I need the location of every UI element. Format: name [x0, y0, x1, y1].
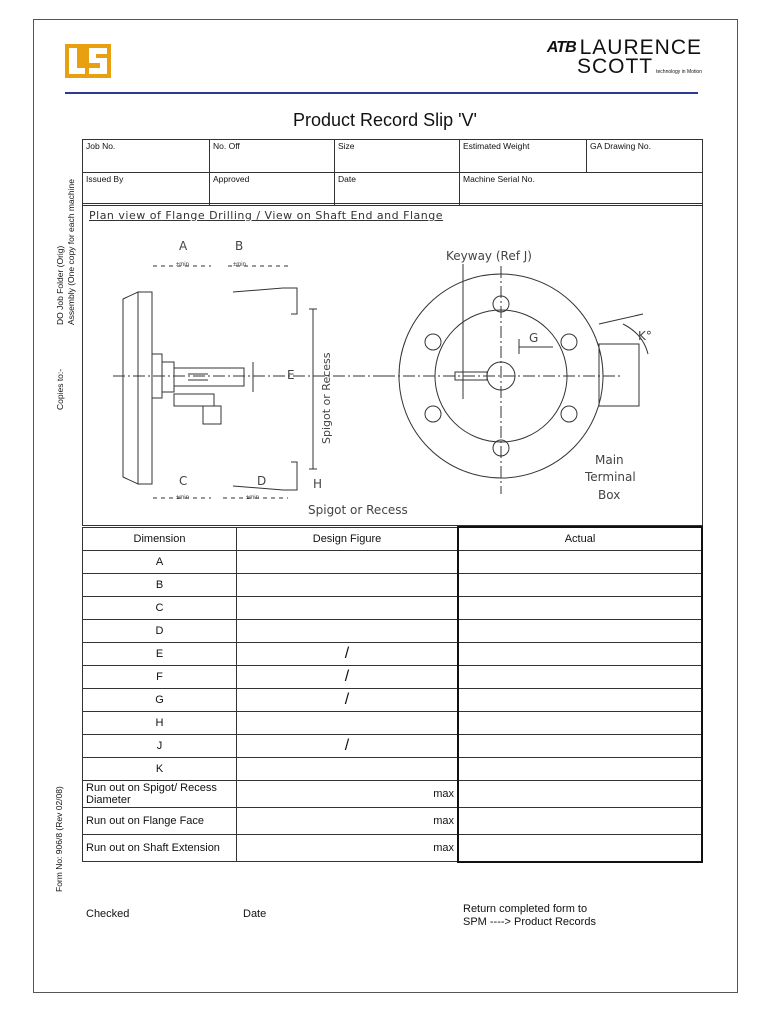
estimated-weight-field[interactable]: Estimated Weight	[460, 140, 587, 173]
runout-design-cell[interactable]: max	[237, 808, 459, 835]
label-d: D	[257, 474, 267, 488]
brand-name-line1: LAURENCE	[579, 36, 702, 59]
main-terminal-line1: Main	[595, 453, 624, 467]
label-e: E	[287, 368, 295, 382]
atb-logo: ATB	[546, 39, 576, 56]
dim-label: A	[83, 551, 237, 574]
design-figure-cell[interactable]	[237, 620, 459, 643]
label-a: A	[179, 239, 188, 253]
label-k: K°	[638, 329, 652, 343]
date-field[interactable]: Date	[335, 173, 460, 206]
no-off-field[interactable]: No. Off	[210, 140, 335, 173]
runout-design-cell[interactable]: max	[237, 781, 459, 808]
dim-label: K	[83, 758, 237, 781]
date-label: Date	[243, 908, 267, 920]
runout-label: Run out on Shaft Extension	[83, 835, 237, 862]
brand-tagline: technology in Motion	[656, 69, 702, 75]
drawing-title: Plan view of Flange Drilling / View on Shaft End and Flange	[89, 209, 443, 222]
actual-cell[interactable]	[458, 574, 702, 597]
label-b-sub: ±min	[233, 262, 246, 268]
brand-name-line2: SCOTT	[576, 55, 654, 78]
actual-cell[interactable]	[458, 712, 702, 735]
actual-cell[interactable]	[458, 689, 702, 712]
size-field[interactable]: Size	[335, 140, 460, 173]
actual-cell[interactable]	[458, 620, 702, 643]
dim-label: G	[83, 689, 237, 712]
ls-logo	[65, 44, 111, 78]
copies-to-label: Copies to:-	[55, 368, 65, 410]
label-h: H	[313, 477, 323, 491]
runout-label: Run out on Flange Face	[83, 808, 237, 835]
design-figure-cell[interactable]: /	[237, 735, 459, 758]
design-figure-cell[interactable]: /	[237, 689, 459, 712]
runout-label: Run out on Spigot/ Recess Diameter	[83, 781, 237, 808]
dim-label: B	[83, 574, 237, 597]
actual-cell[interactable]	[458, 758, 702, 781]
brand-block	[547, 38, 702, 77]
side-view	[113, 266, 383, 498]
actual-cell[interactable]	[458, 781, 702, 808]
design-figure-cell[interactable]	[237, 712, 459, 735]
col-actual: Actual	[458, 527, 702, 551]
actual-cell[interactable]	[458, 808, 702, 835]
main-terminal-line3: Box	[598, 488, 621, 502]
label-c: C	[179, 474, 188, 488]
col-design-figure: Design Figure	[237, 527, 459, 551]
copies-line2: Assembly (One copy for each machine	[66, 179, 76, 325]
design-figure-cell[interactable]	[237, 597, 459, 620]
dim-label: F	[83, 666, 237, 689]
return-line1: Return completed form to	[463, 903, 588, 915]
technical-drawing	[82, 203, 703, 526]
return-line2: SPM ----> Product Records	[463, 916, 596, 928]
header-rule	[65, 92, 698, 94]
dim-label: D	[83, 620, 237, 643]
header-fields-table	[82, 139, 703, 206]
dim-label: J	[83, 735, 237, 758]
machine-serial-no-field[interactable]: Machine Serial No.	[460, 173, 703, 206]
actual-cell[interactable]	[458, 666, 702, 689]
design-figure-cell[interactable]	[237, 551, 459, 574]
dim-label: C	[83, 597, 237, 620]
label-a-sub: ±min	[176, 262, 189, 268]
spigot-recess-vertical: Spigot or Recess	[320, 352, 333, 444]
design-figure-cell[interactable]	[237, 758, 459, 781]
design-figure-cell[interactable]: /	[237, 643, 459, 666]
job-no-field[interactable]: Job No.	[83, 140, 210, 173]
runout-design-cell[interactable]: max	[237, 835, 459, 862]
label-g: G	[529, 331, 539, 345]
actual-cell[interactable]	[458, 551, 702, 574]
spigot-recess-bottom: Spigot or Recess	[308, 503, 408, 517]
issued-by-field[interactable]: Issued By	[83, 173, 210, 206]
col-dimension: Dimension	[83, 527, 237, 551]
actual-cell[interactable]	[458, 597, 702, 620]
checked-label: Checked	[86, 908, 130, 920]
actual-cell[interactable]	[458, 735, 702, 758]
design-figure-cell[interactable]	[237, 574, 459, 597]
dim-label: E	[83, 643, 237, 666]
label-d-sub: ±min	[246, 495, 259, 501]
main-terminal-line2: Terminal	[585, 470, 636, 484]
copies-line1: DO Job Folder (Orig)	[55, 245, 65, 325]
form-number: Form No: 906/8 (Rev 02/08)	[54, 786, 64, 892]
label-b: B	[235, 239, 244, 253]
dimension-table	[82, 526, 703, 863]
dim-label: H	[83, 712, 237, 735]
label-c-sub: ±min	[176, 495, 189, 501]
ga-drawing-no-field[interactable]: GA Drawing No.	[587, 140, 703, 173]
keyway-label: Keyway (Ref J)	[446, 249, 532, 263]
design-figure-cell[interactable]: /	[237, 666, 459, 689]
page-title: Product Record Slip 'V'	[293, 110, 477, 130]
approved-field[interactable]: Approved	[210, 173, 335, 206]
actual-cell[interactable]	[458, 835, 702, 862]
actual-cell[interactable]	[458, 643, 702, 666]
